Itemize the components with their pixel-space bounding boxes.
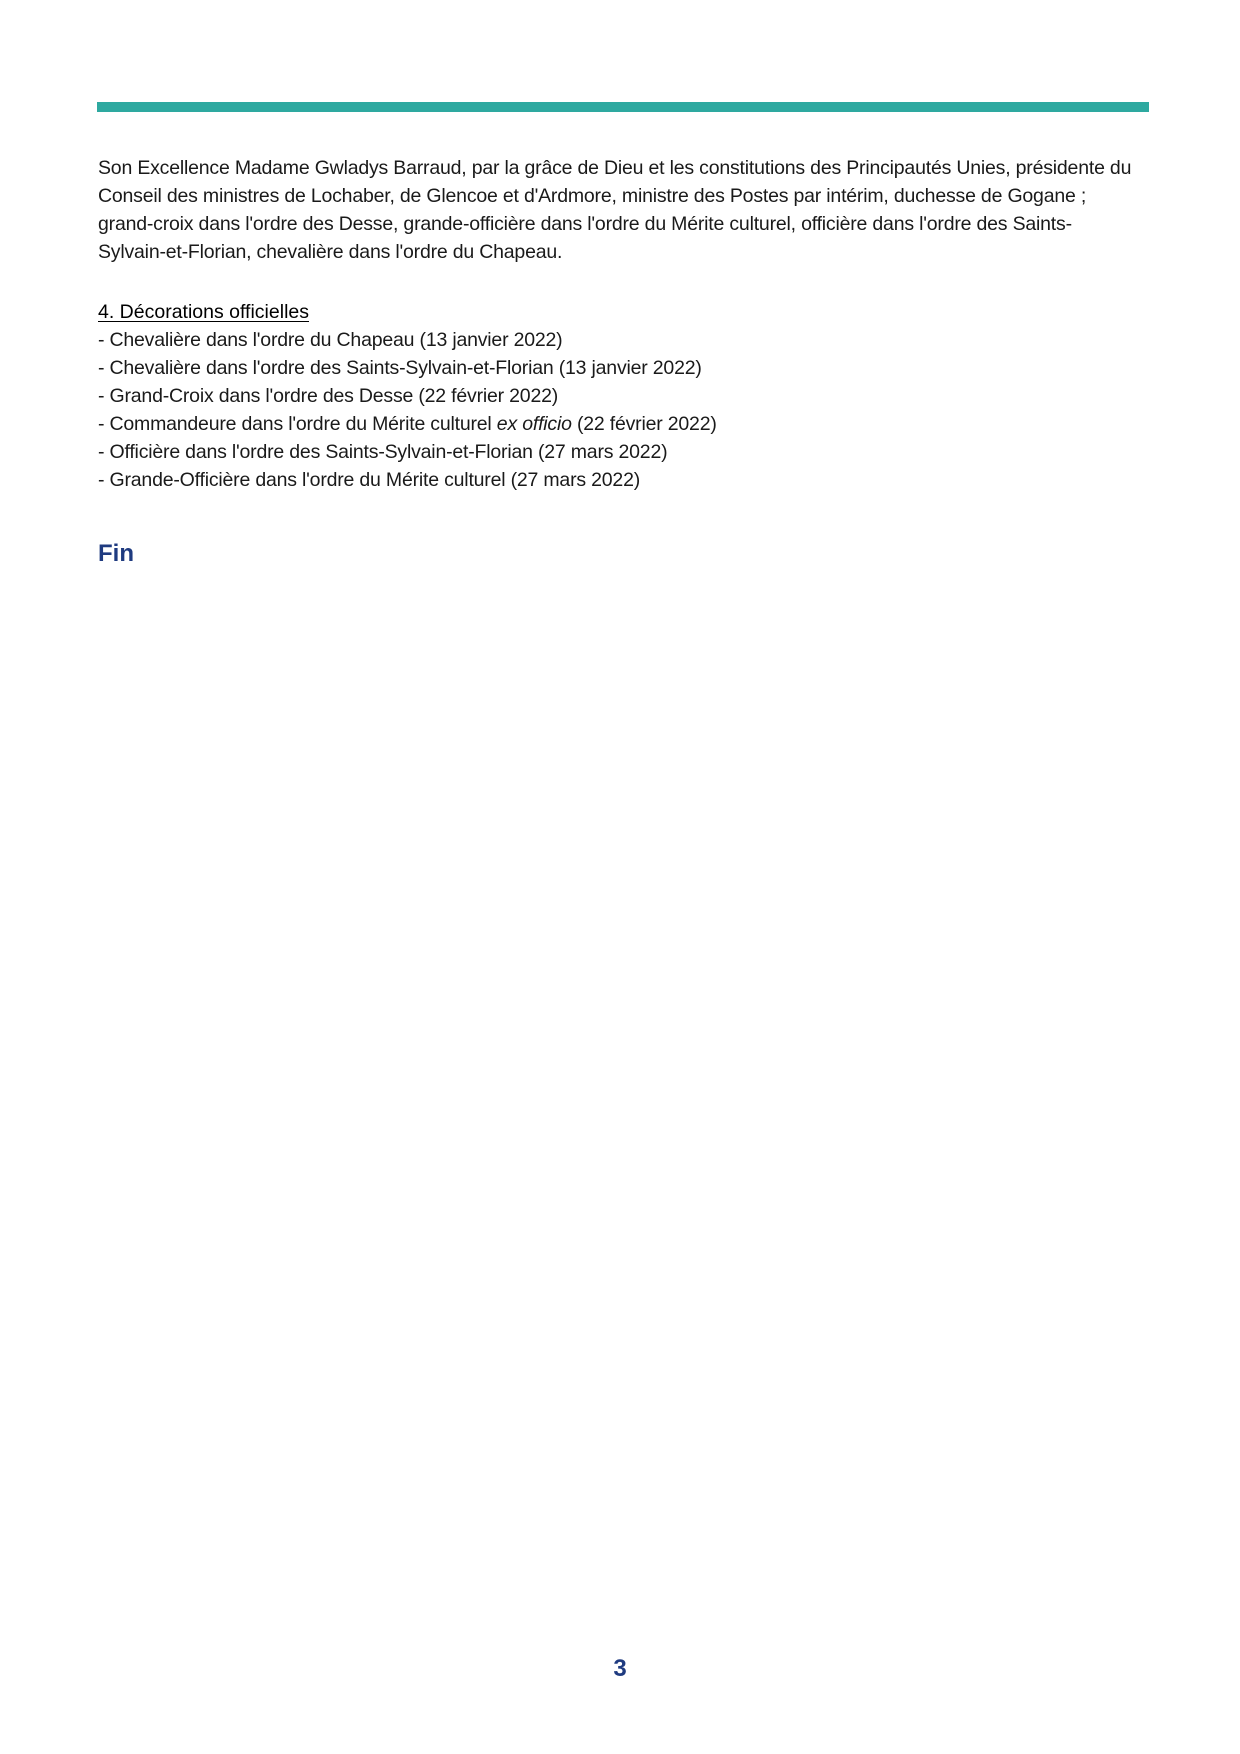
- decoration-item: - Chevalière dans l'ordre des Saints-Sylvain-et-Florian (13 janvier 2022): [98, 357, 702, 379]
- section-heading: 4. Décorations officielles: [98, 301, 309, 323]
- decoration-item: - Chevalière dans l'ordre du Chapeau (13 janvier 2022): [98, 329, 563, 351]
- decoration-item: - Officière dans l'ordre des Saints-Sylvain-et-Florian (27 mars 2022): [98, 441, 668, 463]
- closing-heading: Fin: [98, 540, 134, 567]
- page-number: 3: [613, 1655, 627, 1682]
- decorations-section: [98, 298, 1138, 494]
- decoration-item-italic: ex officio: [496, 413, 572, 435]
- intro-paragraph: Son Excellence Madame Gwladys Barraud, par la grâce de Dieu et les constitutions des Principautés Unies, présidente du Conseil des ministres de Lochaber, de Glencoe et d'Ardmore, ministre des Postes par intérim, duchesse de Gogane ; grand-croix dans l'ordre des Desse, grande-officière dans l'ordre du Mérite culturel, officière dans l'ordre des Saints-Sylvain-et-Florian, chevalière dans l'ordre du Chapeau.: [98, 157, 1132, 263]
- decoration-item: [98, 410, 1138, 438]
- decoration-list: [98, 326, 1138, 494]
- decoration-item-date: (22 février 2022): [571, 413, 717, 435]
- decoration-item: - Grand-Croix dans l'ordre des Desse (22 février 2022): [98, 385, 559, 407]
- decoration-item: - Grande-Officière dans l'ordre du Mérite culturel (27 mars 2022): [98, 469, 641, 491]
- decoration-item-text: - Commandeure dans l'ordre du Mérite culturel: [98, 413, 497, 435]
- top-accent-rule: [97, 102, 1149, 112]
